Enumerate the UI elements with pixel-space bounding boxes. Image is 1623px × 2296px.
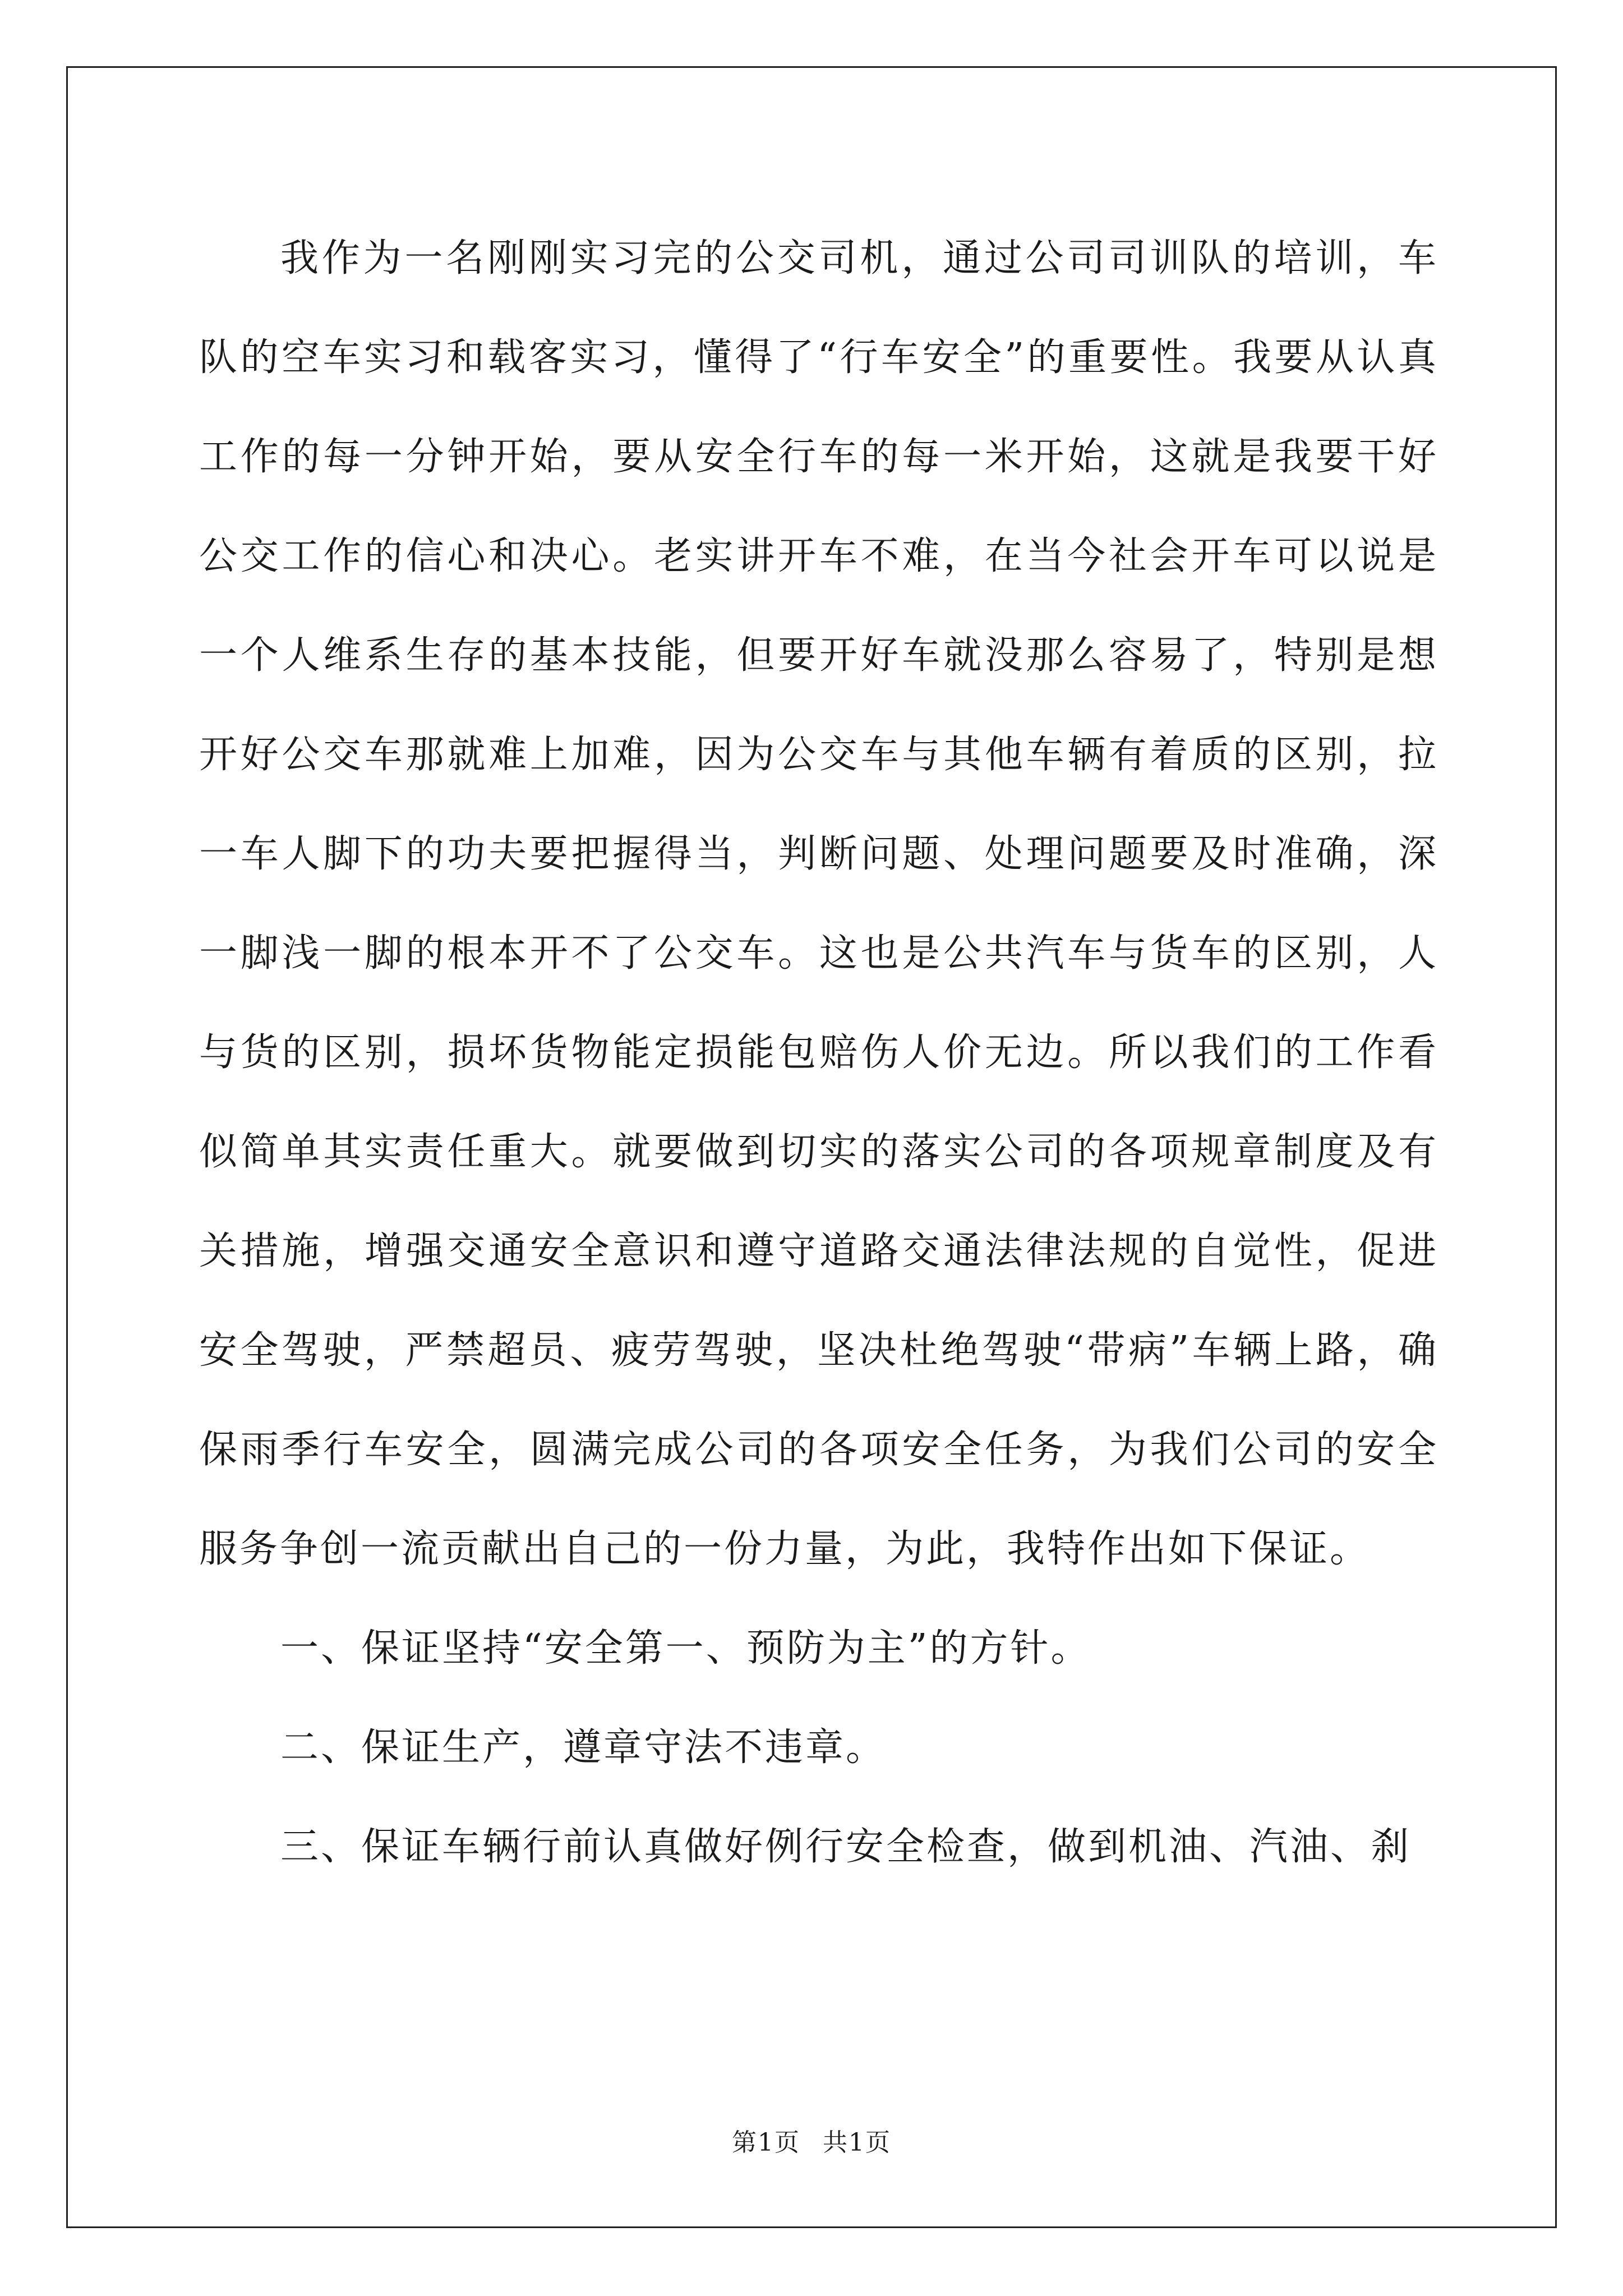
page-number: 第1页 xyxy=(732,2128,800,2157)
paragraph-item-1: 一、保证坚持“安全第一、预防为主”的方针。 xyxy=(280,1626,1091,1671)
page-footer xyxy=(0,2126,1623,2160)
paragraph-item-3: 三、保证车辆行前认真做好例行安全检查，做到机油、汽油、刹 xyxy=(280,1825,1412,1869)
page-total: 共1页 xyxy=(823,2128,891,2157)
paragraph-item-2: 二、保证生产，遵章守法不违章。 xyxy=(280,1726,887,1770)
document-body xyxy=(199,209,1438,1897)
paragraph-intro: 我作为一名刚刚实习完的公交司机，通过公司司训队的培训，车队的空车实习和载客实习，懂得了“行车安全”的重要性。我要从认真工作的每一分钟开始，要从安全行车的每一米开始，这就是我要干好公交工作的信心和决心。老实讲开车不难，在当今社会开车可以说是一个人维系生存的基本技能，但要开好车就没那么容易了，特别是想开好公交车那就难上加难，因为公交车与其他车辆有着质的区别，拉一车人脚下的功夫要把握得当，判断问题、处理问题要及时准确，深一脚浅一脚的根本开不了公交车。这也是公共汽车与货车的区别，人与货的区别，损坏货物能定损能包赔伤人价无边。所以我们的工作看似简单其实责任重大。就要做到切实的落实公司的各项规章制度及有关措施，增强交通安全意识和遵守道路交通法律法规的自觉性，促进安全驾驶，严禁超员、疲劳驾驶，坚决杜绝驾驶“带病”车辆上路，确保雨季行车安全，圆满完成公司的各项安全任务，为我们公司的安全服务争创一流贡献出自己的一份力量，为此，我特作出如下保证。 xyxy=(199,236,1438,1571)
